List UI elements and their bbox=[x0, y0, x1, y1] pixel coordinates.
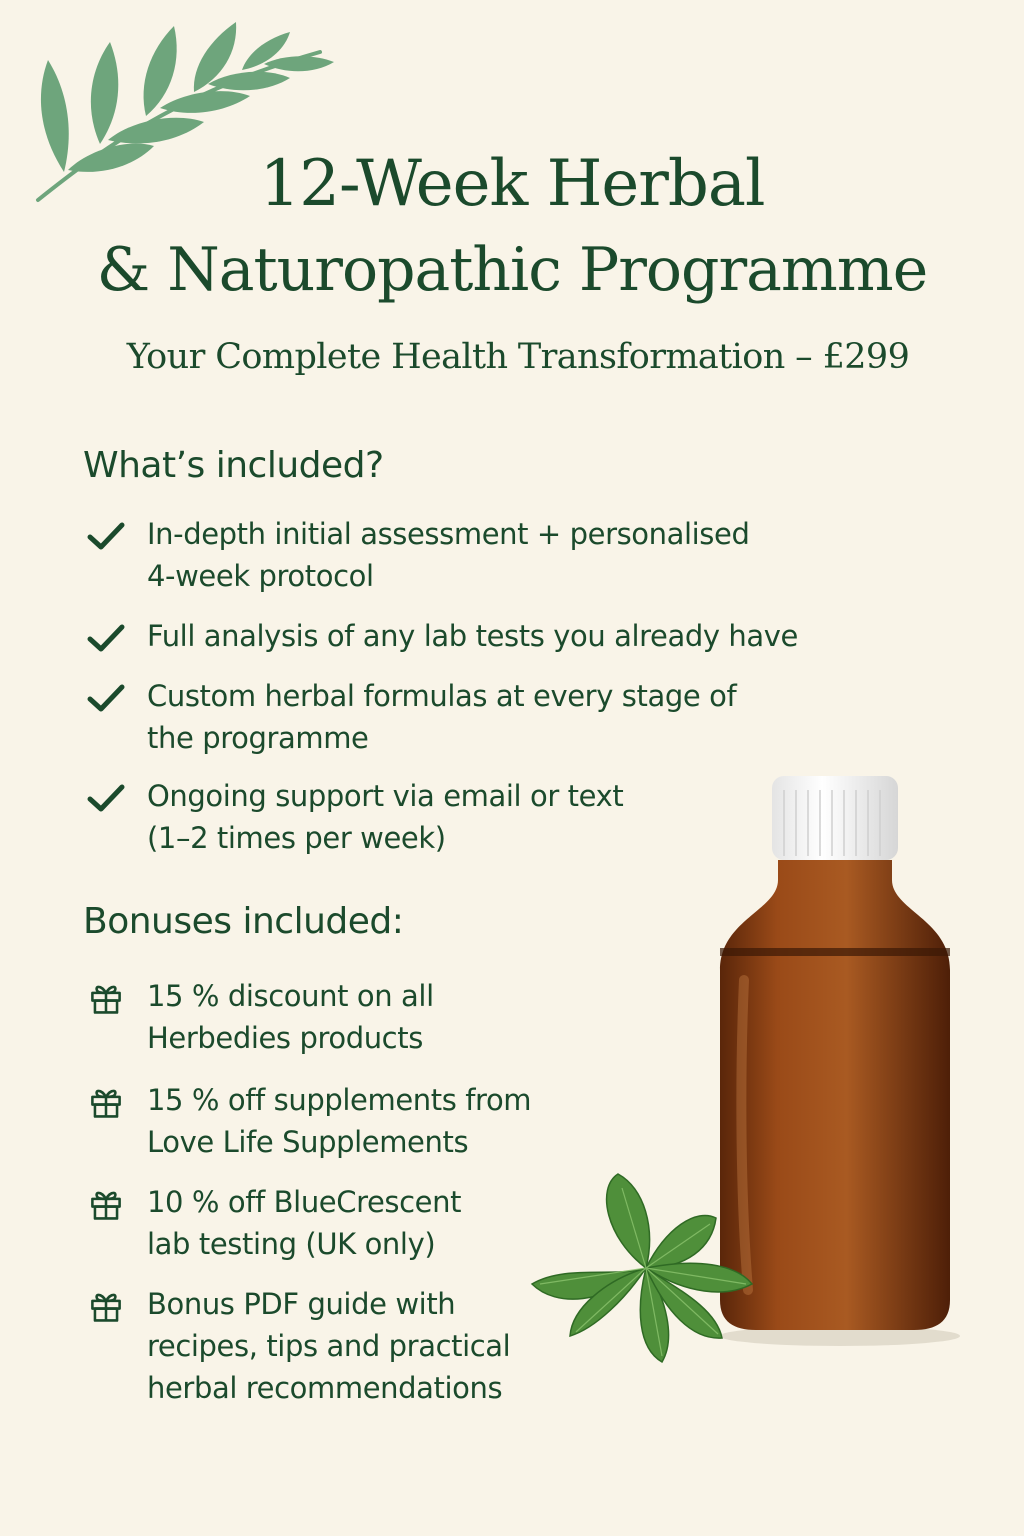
checkmark-icon bbox=[86, 621, 126, 655]
bonus-item-text: 15 % off supplements from Love Life Supplements bbox=[147, 1083, 532, 1159]
gift-icon bbox=[86, 1289, 126, 1323]
included-heading: What’s included? bbox=[83, 445, 384, 486]
bonus-item-text: 15 % discount on all Herbedies products bbox=[147, 979, 434, 1055]
page-subtitle-price: Your Complete Health Transformation – £299 bbox=[126, 337, 910, 377]
gift-icon bbox=[86, 1187, 126, 1221]
gift-icon bbox=[86, 1085, 126, 1119]
included-item-text: Full analysis of any lab tests you already have bbox=[147, 619, 798, 653]
bonuses-heading: Bonuses included: bbox=[83, 901, 404, 942]
bonus-item-text: 10 % off BlueCrescent lab testing (UK only) bbox=[147, 1185, 462, 1261]
checkmark-icon bbox=[86, 781, 126, 815]
checkmark-icon bbox=[86, 519, 126, 553]
page-title-line2: & Naturopathic Programme bbox=[96, 235, 928, 305]
mint-leaves-image bbox=[526, 1168, 766, 1368]
page-title: 12-Week Herbal bbox=[259, 147, 765, 221]
gift-icon bbox=[86, 981, 126, 1015]
bonus-item-text: Bonus PDF guide with recipes, tips and practical herbal recommendations bbox=[147, 1287, 511, 1405]
included-item-text: Custom herbal formulas at every stage of the programme bbox=[147, 679, 737, 755]
checkmark-icon bbox=[86, 681, 126, 715]
included-item-text: In-depth initial assessment + personalised 4-week protocol bbox=[147, 517, 750, 593]
included-item-text: Ongoing support via email or text (1–2 times per week) bbox=[147, 779, 624, 855]
